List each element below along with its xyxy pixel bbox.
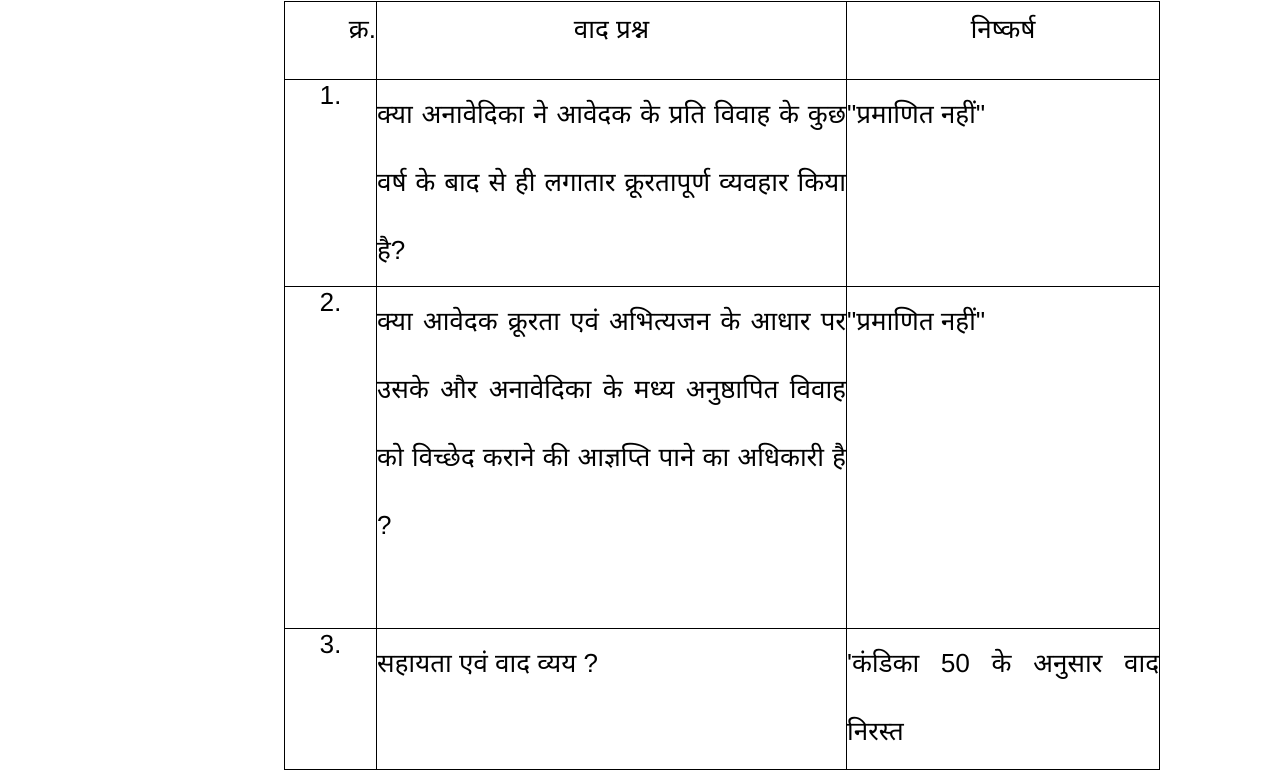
row-issue-text: सहायता एवं वाद व्यय ? [377, 648, 598, 678]
issues-table [284, 1, 1160, 770]
header-serial-number: क्र. [285, 2, 377, 80]
header-finding: निष्कर्ष [847, 2, 1160, 80]
row-finding: "प्रमाणित नहीं" [847, 287, 1160, 629]
row-serial-number: 3. [285, 629, 377, 770]
row-issue-cell [377, 80, 847, 287]
table-header-row [285, 2, 1160, 80]
row-issue-text: क्या अनावेदिका ने आवेदक के प्रति विवाह के कुछ वर्ष के बाद से ही लगातार क्रूरतापूर्ण व्यवहार किया है? [377, 99, 846, 265]
table-row [285, 629, 1160, 770]
row-issue-cell [377, 629, 847, 770]
row-issue-cell [377, 287, 847, 629]
row-serial-number: 2. [285, 287, 377, 629]
row-issue-text: क्या आवेदक क्रूरता एवं अभित्यजन के आधार पर उसके और अनावेदिका के मध्य अनुष्ठापित विवाह को विच्छेद कराने की आज्ञप्ति पाने का अधिकारी है ? [377, 306, 846, 540]
row-finding: "प्रमाणित नहीं" [847, 80, 1160, 287]
row-serial-number: 1. [285, 80, 377, 287]
table-row [285, 80, 1160, 287]
row-finding: 'कंडिका 50 के अनुसार वाद निरस्त [847, 629, 1160, 770]
header-issue: वाद प्रश्न [377, 2, 847, 80]
table-row [285, 287, 1160, 629]
